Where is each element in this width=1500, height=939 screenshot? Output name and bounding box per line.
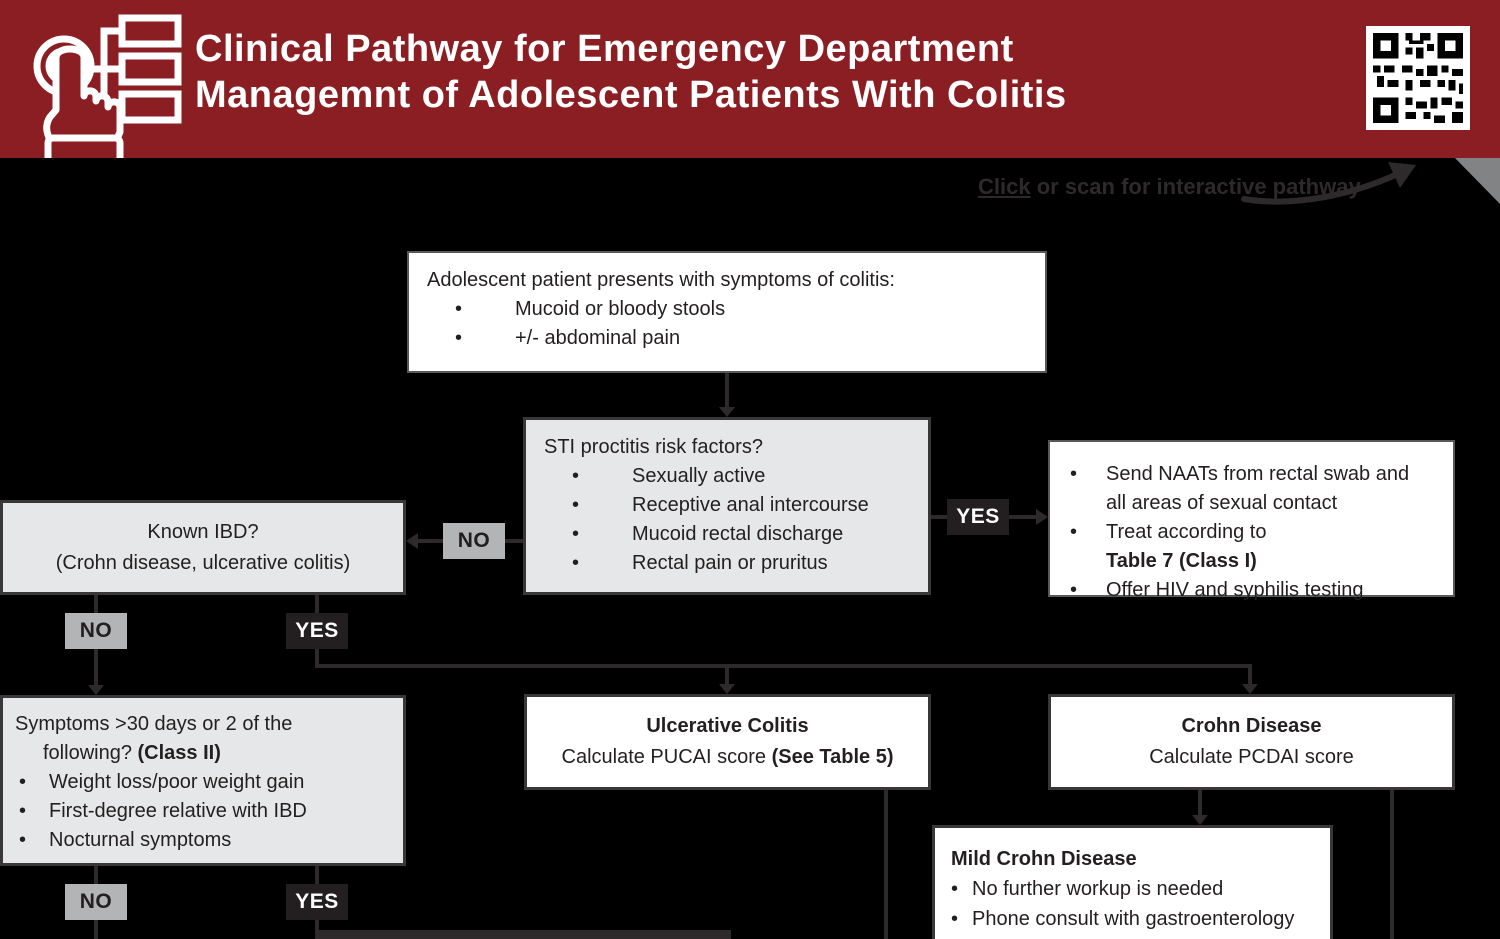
page-title-line1: Clinical Pathway for Emergency Department <box>195 28 1014 70</box>
bullet-icon <box>427 324 515 353</box>
bullet-icon <box>15 797 49 826</box>
page-corner-fold[interactable] <box>1455 158 1500 204</box>
list-item: • Weight loss/poor weight gain <box>15 768 393 797</box>
label-yes-sti: YES <box>947 499 1009 535</box>
box-known-ibd <box>0 500 406 595</box>
connector-crohn-down <box>1390 790 1394 939</box>
bullet-icon <box>15 826 49 855</box>
page-title-line2: Managemnt of Adolescent Patients With Colitis <box>195 74 1067 116</box>
box-ulcerative-colitis <box>524 694 931 790</box>
mild-crohn-title: Mild Crohn Disease <box>951 848 1137 870</box>
label-yes-symptoms: YES <box>286 884 348 920</box>
note-text: or scan for interactive pathway <box>1030 174 1361 199</box>
connector-uc-down <box>884 790 888 939</box>
box-presenting-symptoms <box>407 251 1047 373</box>
list-item: • Nocturnal symptoms <box>15 826 393 855</box>
bullet-icon <box>544 462 632 491</box>
connector-symptoms-yes-elbow <box>315 930 731 939</box>
list-item: • Treat according to Table 7 (Class I) <box>1062 518 1439 576</box>
click-link[interactable]: Click <box>978 174 1031 199</box>
list-item: • Rectal pain or pruritus <box>544 549 910 578</box>
arrowhead-down-icon <box>1192 815 1208 825</box>
presenting-heading: Adolescent patient presents with symptoms of colitis: <box>427 269 895 291</box>
list-item: • No further workup is needed <box>951 874 1316 904</box>
arrowhead-right-icon <box>1036 509 1048 525</box>
label-no-ibd: NO <box>65 613 127 649</box>
connector-crohn-mild <box>1198 790 1202 816</box>
header-banner <box>0 0 1500 158</box>
arrowhead-down-icon <box>719 407 735 417</box>
uc-title: Ulcerative Colitis <box>646 715 809 737</box>
connector-branch-uc <box>725 664 729 685</box>
curved-arrow-icon <box>1238 158 1443 215</box>
list-item: • Sexually active <box>544 462 910 491</box>
list-item: • Phone consult with gastroenterology <box>951 904 1316 934</box>
list-item: • First-degree relative with IBD <box>15 797 393 826</box>
crohn-title: Crohn Disease <box>1181 715 1322 737</box>
arrowhead-down-icon <box>719 684 735 694</box>
bullet-icon <box>1062 576 1106 605</box>
list-item: • +/- abdominal pain <box>427 324 1027 353</box>
label-no-symptoms: NO <box>65 884 127 920</box>
label-yes-ibd: YES <box>286 613 348 649</box>
bullet-icon <box>951 904 972 934</box>
bullet-icon <box>1062 518 1106 576</box>
list-item: • Receptive anal intercourse <box>544 491 910 520</box>
box-sti-risk-factors <box>523 417 931 595</box>
connector-branch-crohn <box>1248 664 1252 685</box>
page-title <box>195 26 1067 118</box>
list-item: • Send NAATs from rectal swab and all areas of sexual contact <box>1062 460 1439 518</box>
bullet-icon <box>544 491 632 520</box>
list-item: • Offer HIV and syphilis testing <box>1062 576 1439 605</box>
uc-body: Calculate PUCAI score (See Table 5) <box>561 746 894 768</box>
bullet-icon <box>15 768 49 797</box>
box-send-naats <box>1048 440 1455 601</box>
bullet-icon <box>544 520 632 549</box>
box-mild-crohn <box>932 825 1333 939</box>
bullet-icon <box>427 295 515 324</box>
box-crohn-disease <box>1048 694 1455 790</box>
crohn-body: Calculate PCDAI score <box>1149 746 1354 768</box>
qr-code-icon[interactable] <box>1366 26 1470 130</box>
sti-heading: STI proctitis risk factors? <box>544 436 763 458</box>
bullet-icon <box>951 874 972 904</box>
connector-ibd-yes-horizontal <box>315 664 1252 668</box>
arrowhead-down-icon <box>1242 684 1258 694</box>
symptoms-line2: following? (Class II) <box>43 742 221 764</box>
box-symptoms-30-days <box>0 695 406 866</box>
ibd-line1: Known IBD? <box>147 520 259 543</box>
ibd-line2: (Crohn disease, ulcerative colitis) <box>55 551 351 574</box>
bullet-icon <box>1062 460 1106 518</box>
bullet-icon <box>544 549 632 578</box>
arrowhead-left-icon <box>406 533 418 549</box>
arrowhead-down-icon <box>88 685 104 695</box>
symptoms-line1: Symptoms >30 days or 2 of the <box>15 713 293 735</box>
label-no-sti: NO <box>443 523 505 559</box>
list-item: • Mucoid rectal discharge <box>544 520 910 549</box>
list-item: • Mucoid or bloody stools <box>427 295 1027 324</box>
connector-presenting-sti <box>725 373 729 408</box>
